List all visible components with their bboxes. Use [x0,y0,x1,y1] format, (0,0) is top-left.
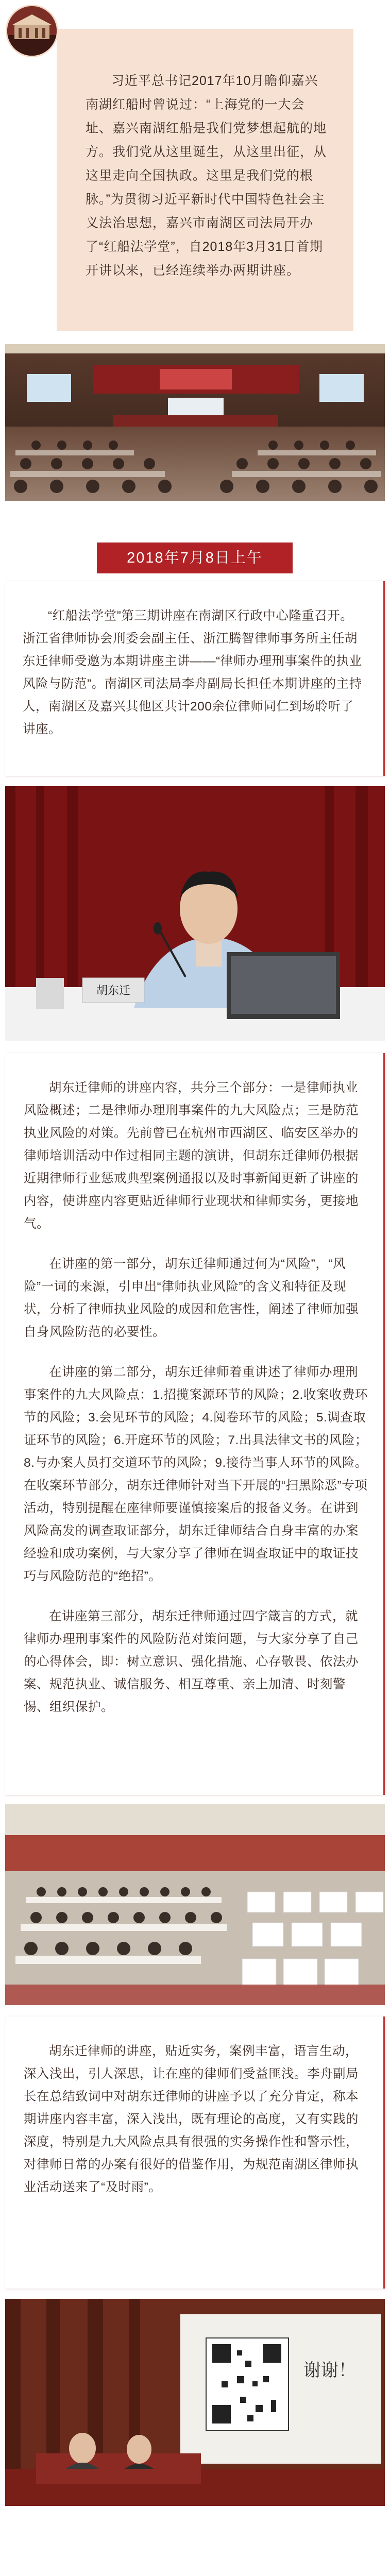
lecture-part-one-paragraph: 在讲座的第一部分，胡东迁律师通过何为“风险”，“风险”一词的来源，引申出“律师执业风险”的含义和特征及现状，分析了律师执业风险的成因和危害性，阐述了律师加强自身风险防范的必要性。 [24,1257,359,1339]
building-emblem-icon [7,6,57,56]
event-date-badge: 2018年7月8日上午 [97,543,293,573]
lecture-review-paragraph: 胡东迁律师的讲座，贴近实务，案例丰富，语言生动，深入浅出，引人深思，让在座的律师们受益匪浅。李舟副局长在总结致词中对胡东迁律师的讲座予以了充分肯定，称本期讲座内容丰富，深入浅出，既有理论的高度，又有实践的深度，特别是九大风险点具有很强的实务操作性和警示性，对律师日常的办案有很好的借鉴作用，为规范南湖区律师执业活动送来了“及时雨”。 [24,2044,359,2194]
lecture-part-two-paragraph: 在讲座的第二部分，胡东迁律师着重讲述了律师办理刑事案件的九大风险点：1.招揽案源环节的风险；2.收案收费环节的风险；3.会见环节的风险；4.阅卷环节的风险；5.调查取证环节的风险；6.开庭环节的风险；7.出具法律文书的风险；8.与办案人员打交道环节的风险；9.接待当事人环节的风险。在收案环节部分，胡东迁律师针对当下开展的“扫黑除恶”专项活动，特别提醒在座律师要谨慎接案后的报备义务。在讲到风险高发的调查取证部分，胡东迁律师结合自身丰富的办案经验和成功案例，与大家分享了律师在调查取证中的取证技巧与风险防范的“绝招”。 [24,1365,368,1583]
audience-photo [5,1804,385,2005]
intro-card [57,29,353,331]
lecture-part-three-paragraph: 在讲座第三部分，胡东迁律师通过四字箴言的方式，就律师办理刑事案件的风险防范对策问题，与大家分享了自己的心得体会，即：树立意识、强化措施、心存敬畏、依法办案、规范执业、诚信服务、相互尊重、亲上加清、时刻警惕、组织保护。 [24,1609,359,1714]
event-summary-paragraph: “红船法学堂”第三期讲座在南湖区行政中心隆重召开。浙江省律师协会刑委会副主任、浙江腾智律师事务所主任胡东迁律师受邀为本期讲座主讲——“律师办理刑事案件的执业风险与防范”。南湖区司法局李舟副局长担任本期讲座的主持人，南湖区及嘉兴其他区共计200余位律师同仁到场聆听了讲座。 [23,609,362,736]
avatar [7,6,57,56]
lecturer-photo [5,786,385,1041]
event-summary-card [5,581,385,776]
auditorium-photo [5,344,385,501]
qr-screen-text: 谢谢！ [303,2360,356,2381]
intro-paragraph: 习近平总书记2017年10月瞻仰嘉兴南湖红船时曾说过：“上海党的一大会址、嘉兴南湖红船是我们党梦想起航的地方。我们党从这里诞生，从这里出征，从这里走向全国执政。这里是我们党的根脉。”为贯彻习近平新时代中国特色社会主义法治思想，嘉兴市南湖区司法局开办了“红船法学堂”，自2018年3月31日首期开讲以来，已经连续举办两期讲座。 [86,74,327,278]
lecture-overview-paragraph: 胡东迁律师的讲座内容，共分三个部分：一是律师执业风险概述；二是律师办理刑事案件的九大风险点；三是防范执业风险的对策。先前曾已在杭州市西湖区、临安区举办的律师培训活动中作过相同主题的演讲，但胡东迁律师仍根据近期律师行业惩戒典型案例通报以及时事新闻更新了讲座的内容，使讲座内容更贴近律师行业现状和律师实务，更接地气。 [24,1081,359,1231]
lecture-review-card [5,2016,385,2289]
qr-screen-photo [5,2299,385,2506]
lecturer-nameplate: 胡东迁 [96,985,131,997]
lecture-content-card [5,1053,385,1795]
